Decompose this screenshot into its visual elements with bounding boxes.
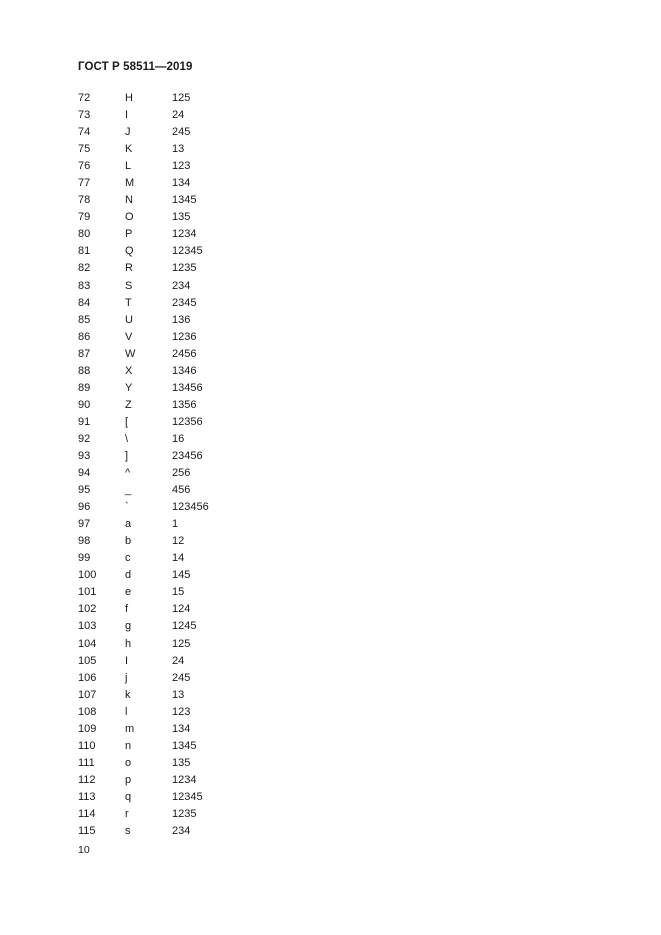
character-code-cell: 103 bbox=[78, 620, 97, 633]
braille-dots-cell: 456 bbox=[172, 484, 191, 497]
character-glyph-cell: ` bbox=[125, 501, 129, 514]
character-glyph-cell: o bbox=[125, 756, 132, 769]
character-code-cell: 115 bbox=[78, 825, 96, 838]
character-glyph-cell: ] bbox=[125, 449, 129, 462]
character-code-cell: 77 bbox=[78, 177, 91, 190]
table-row bbox=[78, 330, 278, 347]
braille-dots-cell: 12356 bbox=[172, 415, 203, 428]
character-code-cell: 108 bbox=[78, 705, 97, 718]
character-code-cell: 76 bbox=[78, 160, 91, 173]
character-glyph-cell: k bbox=[125, 688, 131, 701]
character-code-cell: 89 bbox=[78, 381, 91, 394]
braille-dots-cell: 13 bbox=[172, 143, 185, 156]
character-glyph-cell: d bbox=[125, 569, 132, 582]
character-code-cell: 105 bbox=[78, 654, 97, 667]
character-code-cell: 74 bbox=[78, 126, 91, 139]
braille-dots-cell: 24 bbox=[172, 109, 185, 122]
table-row bbox=[78, 415, 278, 432]
character-code-cell: 78 bbox=[78, 194, 91, 207]
braille-dots-cell: 1235 bbox=[172, 807, 197, 820]
character-glyph-cell: g bbox=[125, 620, 132, 633]
table-row bbox=[78, 313, 278, 330]
table-row bbox=[78, 534, 278, 551]
table-row bbox=[78, 296, 278, 313]
braille-dots-cell: 24 bbox=[172, 654, 185, 667]
character-glyph-cell: c bbox=[125, 552, 131, 565]
character-glyph-cell: s bbox=[125, 825, 131, 838]
character-glyph-cell: Z bbox=[125, 398, 132, 411]
table-row bbox=[78, 261, 278, 278]
character-code-cell: 95 bbox=[78, 484, 91, 497]
table-row bbox=[78, 688, 278, 705]
table-row bbox=[78, 210, 278, 227]
table-row bbox=[78, 364, 278, 381]
table-row bbox=[78, 602, 278, 619]
character-glyph-cell: Y bbox=[125, 381, 133, 394]
table-row bbox=[78, 568, 278, 585]
character-code-cell: 113 bbox=[78, 790, 96, 803]
table-row bbox=[78, 176, 278, 193]
table-row bbox=[78, 585, 278, 602]
character-glyph-cell: b bbox=[125, 535, 132, 548]
character-code-cell: 98 bbox=[78, 535, 91, 548]
character-code-cell: 93 bbox=[78, 449, 91, 462]
braille-dots-cell: 123456 bbox=[172, 501, 209, 514]
character-code-cell: 87 bbox=[78, 347, 91, 360]
character-glyph-cell: W bbox=[125, 347, 136, 360]
table-row bbox=[78, 722, 278, 739]
document-header-standard-id: ГОСТ Р 58511—2019 bbox=[78, 61, 193, 73]
character-glyph-cell: T bbox=[125, 296, 132, 309]
character-glyph-cell: R bbox=[125, 262, 133, 275]
character-glyph-cell: X bbox=[125, 364, 133, 377]
table-row bbox=[78, 483, 278, 500]
character-code-cell: 79 bbox=[78, 211, 91, 224]
braille-dots-cell: 134 bbox=[172, 722, 191, 735]
braille-dots-cell: 1345 bbox=[172, 194, 197, 207]
character-code-cell: 92 bbox=[78, 432, 91, 445]
braille-dots-cell: 234 bbox=[172, 825, 191, 838]
character-code-cell: 97 bbox=[78, 518, 91, 531]
table-row bbox=[78, 449, 278, 466]
braille-dots-cell: 12 bbox=[172, 535, 185, 548]
character-code-cell: 84 bbox=[78, 296, 91, 309]
table-row bbox=[78, 654, 278, 671]
braille-dots-cell: 12345 bbox=[172, 245, 203, 258]
braille-dots-cell: 1345 bbox=[172, 739, 197, 752]
character-glyph-cell: \ bbox=[125, 432, 129, 445]
character-code-cell: 91 bbox=[78, 415, 91, 428]
character-glyph-cell: _ bbox=[125, 484, 132, 497]
character-code-cell: 73 bbox=[78, 109, 91, 122]
character-code-cell: 107 bbox=[78, 688, 97, 701]
character-code-cell: 96 bbox=[78, 501, 91, 514]
table-row bbox=[78, 807, 278, 824]
braille-dots-cell: 1234 bbox=[172, 228, 197, 241]
character-code-cell: 106 bbox=[78, 671, 97, 684]
table-row bbox=[78, 125, 278, 142]
character-glyph-cell: K bbox=[125, 143, 133, 156]
braille-dots-cell: 12345 bbox=[172, 790, 203, 803]
character-code-cell: 99 bbox=[78, 552, 91, 565]
character-glyph-cell: I bbox=[125, 654, 129, 667]
character-glyph-cell: J bbox=[125, 126, 131, 139]
braille-dots-cell: 135 bbox=[172, 756, 191, 769]
braille-dots-cell: 125 bbox=[172, 92, 191, 104]
character-code-cell: 109 bbox=[78, 722, 97, 735]
braille-dots-cell: 234 bbox=[172, 279, 191, 292]
character-code-cell: 100 bbox=[78, 569, 97, 582]
character-glyph-cell: a bbox=[125, 518, 132, 531]
character-glyph-cell: h bbox=[125, 637, 132, 650]
table-row bbox=[78, 637, 278, 654]
character-code-cell: 75 bbox=[78, 143, 91, 156]
character-glyph-cell: U bbox=[125, 313, 133, 326]
character-glyph-cell: j bbox=[125, 671, 128, 684]
braille-dots-cell: 1234 bbox=[172, 773, 197, 786]
braille-dots-cell: 1346 bbox=[172, 364, 197, 377]
braille-dots-cell: 2345 bbox=[172, 296, 197, 309]
braille-dots-cell: 136 bbox=[172, 313, 191, 326]
braille-dots-cell: 1245 bbox=[172, 620, 197, 633]
table-row bbox=[78, 398, 278, 415]
character-glyph-cell: e bbox=[125, 586, 132, 599]
character-code-cell: 81 bbox=[78, 245, 91, 258]
braille-dots-cell: 1 bbox=[172, 518, 179, 531]
character-glyph-cell: H bbox=[125, 92, 133, 104]
character-glyph-cell: n bbox=[125, 739, 132, 752]
character-code-cell: 88 bbox=[78, 364, 91, 377]
table-row bbox=[78, 705, 278, 722]
braille-dots-cell: 14 bbox=[172, 552, 185, 565]
character-code-cell: 104 bbox=[78, 637, 97, 650]
table-row bbox=[78, 671, 278, 688]
character-glyph-cell: q bbox=[125, 790, 132, 803]
character-glyph-cell: L bbox=[125, 160, 132, 173]
character-code-cell: 110 bbox=[78, 739, 96, 752]
table-row bbox=[78, 108, 278, 125]
braille-dots-cell: 123 bbox=[172, 705, 191, 718]
character-code-cell: 86 bbox=[78, 330, 91, 343]
braille-dots-cell: 135 bbox=[172, 211, 191, 224]
braille-dots-cell: 1236 bbox=[172, 330, 197, 343]
braille-dots-cell: 256 bbox=[172, 467, 191, 480]
table-row bbox=[78, 619, 278, 636]
character-glyph-cell: Q bbox=[125, 245, 134, 258]
character-glyph-cell: P bbox=[125, 228, 133, 241]
character-glyph-cell: f bbox=[125, 603, 129, 616]
table-row bbox=[78, 91, 278, 108]
character-code-cell: 94 bbox=[78, 467, 91, 480]
character-glyph-cell: M bbox=[125, 177, 135, 190]
character-glyph-cell: m bbox=[125, 722, 135, 735]
braille-dots-cell: 134 bbox=[172, 177, 191, 190]
page-number: 10 bbox=[78, 844, 90, 856]
braille-dots-cell: 245 bbox=[172, 126, 191, 139]
character-glyph-cell: [ bbox=[125, 415, 129, 428]
table-row bbox=[78, 773, 278, 790]
character-glyph-cell: O bbox=[125, 211, 134, 224]
character-code-cell: 112 bbox=[78, 773, 96, 786]
table-row bbox=[78, 142, 278, 159]
character-glyph-cell: V bbox=[125, 330, 133, 343]
table-row bbox=[78, 466, 278, 483]
braille-dots-cell: 16 bbox=[172, 432, 185, 445]
table-row bbox=[78, 227, 278, 244]
table-row bbox=[78, 381, 278, 398]
character-glyph-cell: p bbox=[125, 773, 132, 786]
braille-code-table bbox=[78, 91, 278, 841]
braille-dots-cell: 125 bbox=[172, 637, 191, 650]
table-row bbox=[78, 824, 278, 841]
character-glyph-cell: I bbox=[125, 109, 129, 122]
character-code-cell: 90 bbox=[78, 398, 91, 411]
table-row bbox=[78, 279, 278, 296]
table-row bbox=[78, 551, 278, 568]
braille-dots-cell: 1356 bbox=[172, 398, 197, 411]
braille-dots-cell: 123 bbox=[172, 160, 191, 173]
table-row bbox=[78, 193, 278, 210]
table-row bbox=[78, 159, 278, 176]
table-row bbox=[78, 790, 278, 807]
table-row bbox=[78, 517, 278, 534]
braille-dots-cell: 23456 bbox=[172, 449, 203, 462]
character-glyph-cell: l bbox=[125, 705, 128, 718]
character-code-cell: 111 bbox=[78, 756, 95, 769]
table-row bbox=[78, 500, 278, 517]
character-glyph-cell: N bbox=[125, 194, 133, 207]
character-glyph-cell: S bbox=[125, 279, 133, 292]
character-code-cell: 82 bbox=[78, 262, 91, 275]
character-code-cell: 102 bbox=[78, 603, 97, 616]
table-row bbox=[78, 432, 278, 449]
braille-dots-cell: 1235 bbox=[172, 262, 197, 275]
braille-dots-cell: 124 bbox=[172, 603, 191, 616]
character-code-cell: 101 bbox=[78, 586, 97, 599]
character-glyph-cell: ^ bbox=[125, 467, 131, 480]
braille-dots-cell: 13 bbox=[172, 688, 185, 701]
character-code-cell: 72 bbox=[78, 92, 91, 104]
braille-dots-cell: 2456 bbox=[172, 347, 197, 360]
character-code-cell: 85 bbox=[78, 313, 91, 326]
table-row bbox=[78, 347, 278, 364]
braille-dots-cell: 145 bbox=[172, 569, 191, 582]
character-code-cell: 83 bbox=[78, 279, 91, 292]
character-code-cell: 114 bbox=[78, 807, 96, 820]
braille-dots-cell: 245 bbox=[172, 671, 191, 684]
braille-dots-cell: 15 bbox=[172, 586, 185, 599]
braille-dots-cell: 13456 bbox=[172, 381, 203, 394]
table-row bbox=[78, 739, 278, 756]
table-row bbox=[78, 244, 278, 261]
table-row bbox=[78, 756, 278, 773]
character-code-cell: 80 bbox=[78, 228, 91, 241]
character-glyph-cell: r bbox=[125, 807, 129, 820]
